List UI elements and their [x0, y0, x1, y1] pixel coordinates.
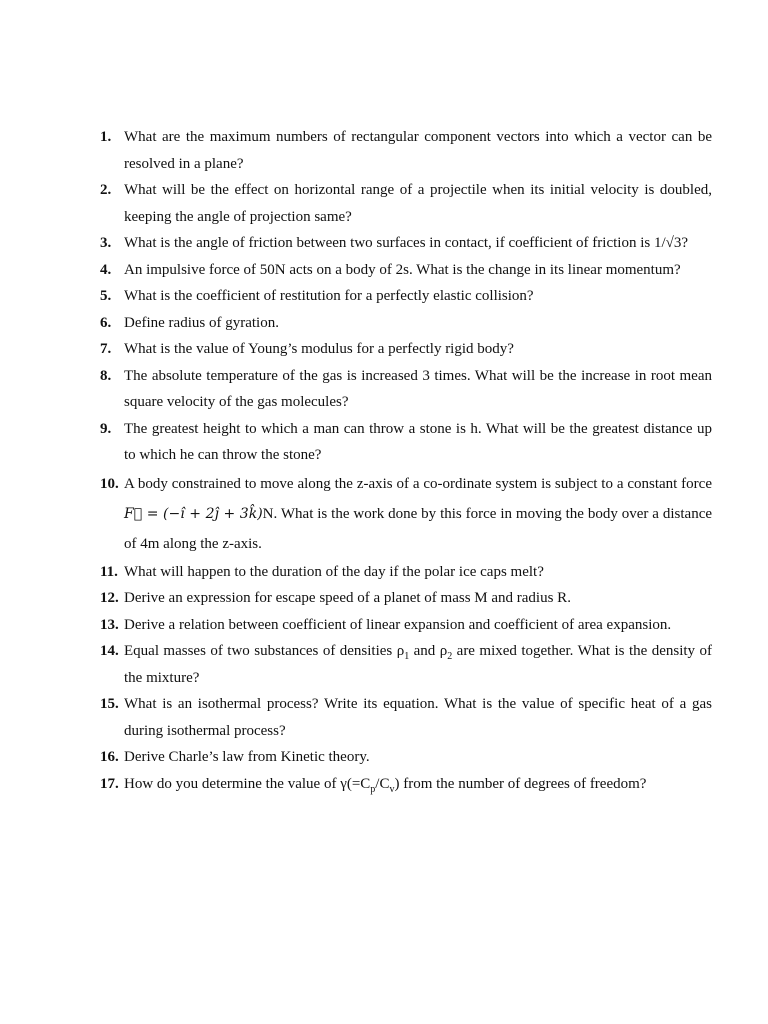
question-number: 11. [100, 563, 118, 580]
question-text-part: ) from the number of degrees of freedom? [394, 775, 647, 792]
question-text: What is the coefficient of restitution for a perfectly elastic collision? [124, 288, 534, 304]
subscript: p [370, 783, 376, 795]
question-text: An impulsive force of 50N acts on a body of 2s. What is the change in its linear momentum? [124, 261, 681, 278]
question-item [100, 177, 712, 230]
question-text [124, 469, 712, 559]
question-text: What is the value of Young’s modulus for a perfectly rigid body? [124, 341, 514, 357]
question-text: Derive a relation between coefficient of linear expansion and coefficient of area expansion. [124, 616, 672, 633]
question-text: What is the angle of friction between two surfaces in contact, if coefficient of friction is 1/√3? [124, 235, 689, 251]
question-text-after-formula: N. What is the work done by this force in moving the body over a distance of 4m along the z-axis. [124, 505, 713, 552]
question-item [100, 585, 712, 612]
question-item [100, 691, 712, 744]
question-item [100, 744, 712, 771]
question-item [100, 469, 712, 559]
question-number: 2. [100, 182, 112, 198]
question-number: 5. [100, 288, 112, 304]
question-text: What will be the effect on horizontal range of a projectile when its initial velocity is doubled, keeping the angle of projection same? [124, 182, 712, 225]
question-text [124, 638, 712, 691]
subscript: v [389, 783, 395, 795]
question-text: The greatest height to which a man can throw a stone is h. What will be the greatest distance up to which he can throw the stone? [124, 420, 712, 463]
question-text: What will happen to the duration of the day if the polar ice caps melt? [124, 563, 544, 580]
subscript: 2 [447, 651, 453, 662]
question-text: The absolute temperature of the gas is increased 3 times. What will be the increase in root mean square velocity of the gas molecules? [124, 367, 712, 410]
question-number: 14. [100, 643, 119, 659]
question-text-part: /C [375, 775, 390, 792]
question-number: 10. [100, 475, 119, 492]
question-number: 4. [100, 261, 112, 278]
force-vector-formula: F⃗ = (−î + 2ĵ + 3k̂) [124, 505, 263, 522]
question-item [100, 416, 712, 469]
question-text-before-formula: A body constrained to move along the z-axis of a co-ordinate system is subject to a constant force [124, 475, 712, 492]
question-number: 8. [100, 367, 112, 384]
question-text: Define radius of gyration. [124, 314, 279, 331]
question-item [100, 771, 712, 798]
question-item [100, 363, 712, 416]
question-item [100, 124, 712, 177]
question-number: 17. [100, 775, 119, 792]
question-text: What is an isothermal process? Write its equation. What is the value of specific heat of a gas during isothermal process? [124, 696, 712, 739]
question-item [100, 283, 712, 310]
question-text [124, 771, 712, 798]
subscript: 1 [404, 651, 410, 662]
question-number: 13. [100, 616, 119, 633]
question-text-part: are mixed together. What is the density of the mixture? [124, 643, 712, 686]
question-number: 9. [100, 420, 112, 437]
question-text: What are the maximum numbers of rectangular component vectors into which a vector can be resolved in a plane? [124, 129, 712, 172]
question-number: 16. [100, 749, 119, 765]
question-number: 6. [100, 314, 112, 331]
question-number: 3. [100, 235, 112, 251]
question-text: Derive an expression for escape speed of a planet of mass M and radius R. [124, 590, 571, 606]
question-number: 7. [100, 341, 112, 357]
question-list [100, 124, 712, 797]
question-item [100, 310, 712, 337]
question-text-part: and ρ [409, 643, 448, 659]
question-item [100, 559, 712, 586]
question-text-part: How do you determine the value of γ(=C [124, 775, 371, 792]
question-item [100, 336, 712, 363]
question-text: Derive Charle’s law from Kinetic theory. [124, 749, 370, 765]
question-item [100, 230, 712, 257]
question-item [100, 257, 712, 284]
question-item [100, 612, 712, 639]
question-number: 15. [100, 696, 119, 712]
question-number: 1. [100, 129, 112, 145]
question-number: 12. [100, 590, 119, 606]
question-text-part: Equal masses of two substances of densities ρ [124, 643, 405, 659]
question-item [100, 638, 712, 691]
